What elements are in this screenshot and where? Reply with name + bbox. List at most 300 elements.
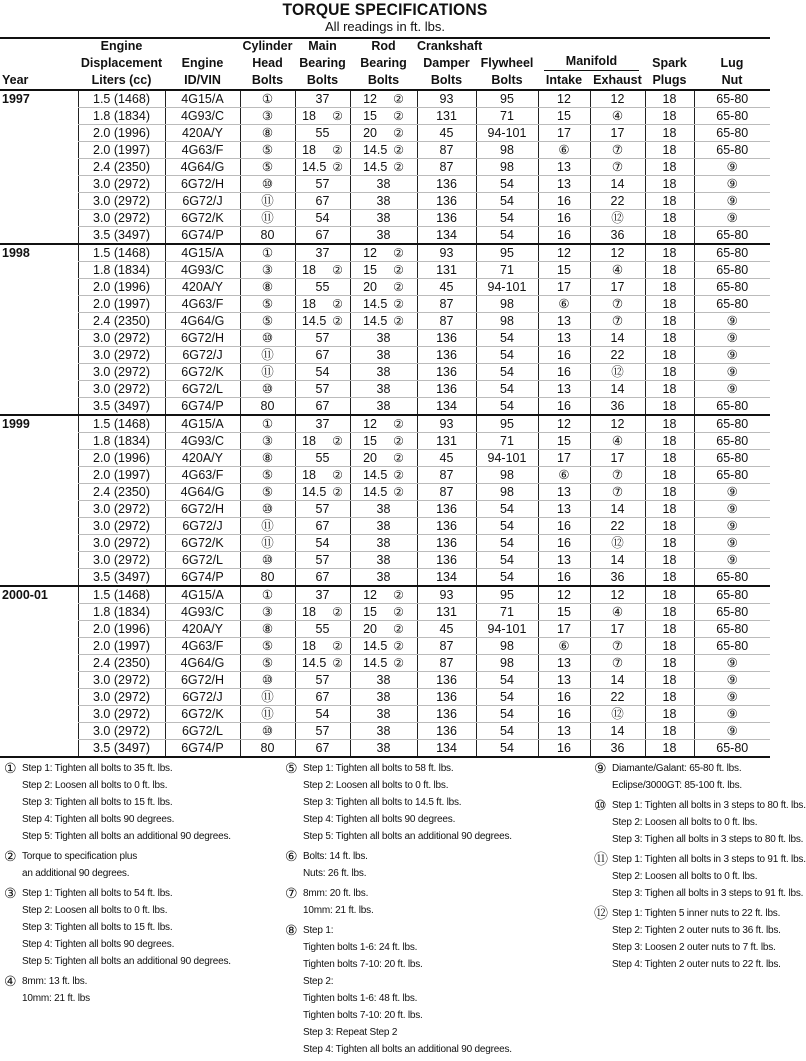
engine-id-cell: 4G15/A <box>165 90 240 108</box>
footnote-line <box>594 760 806 777</box>
exhaust-cell: 17 <box>590 450 645 467</box>
exhaust-cell: 12 <box>590 586 645 604</box>
engine-id-cell: 4G93/C <box>165 262 240 279</box>
engine-id-cell: 6G72/K <box>165 706 240 723</box>
footnote-ref-icon: ② <box>393 297 405 311</box>
footnote-text: Step 2: Loosen all bolts to 0 ft. lbs. <box>303 780 449 791</box>
intake-cell: 17 <box>538 279 590 296</box>
cylinder-head-cell: ⑪ <box>240 364 295 381</box>
cylinder-head-cell: ⑩ <box>240 501 295 518</box>
lug-nut-cell: 65-80 <box>694 244 770 262</box>
engine-id-cell: 6G72/H <box>165 672 240 689</box>
table-row <box>0 433 770 450</box>
rod-bearing-cell: 38 <box>350 740 417 758</box>
value-with-note <box>351 467 417 483</box>
exhaust-cell: 36 <box>590 740 645 758</box>
spark-plugs-cell: 18 <box>645 262 694 279</box>
flywheel-cell: 71 <box>476 262 538 279</box>
footnote-text: Step 3: Tighten all bolts to 15 ft. lbs. <box>22 922 173 933</box>
flywheel-cell: 54 <box>476 723 538 740</box>
footnote-text: Step 1: Tighten all bolts in 3 steps to 91 ft. lbs. <box>612 854 806 865</box>
cylinder-head-cell: ⑩ <box>240 381 295 398</box>
displacement-cell: 3.0 (2972) <box>78 381 165 398</box>
spark-plugs-cell: 18 <box>645 501 694 518</box>
rod-bearing-cell: 38 <box>350 706 417 723</box>
footnote-text: Torque to specification plus <box>22 851 138 862</box>
exhaust-cell: 14 <box>590 176 645 193</box>
table-row <box>0 655 770 672</box>
col-header-cylinder-head <box>240 38 295 90</box>
rod-bearing-cell <box>350 638 417 655</box>
footnote-text: Tighten bolts 1-6: 24 ft. lbs. <box>303 942 418 953</box>
lug-nut-cell: ⑨ <box>694 159 770 176</box>
intake-cell: 16 <box>538 364 590 381</box>
table-row <box>0 552 770 569</box>
main-bearing-cell: 37 <box>295 244 350 262</box>
exhaust-cell: ⑫ <box>590 706 645 723</box>
intake-cell: 12 <box>538 90 590 108</box>
exhaust-cell: 22 <box>590 518 645 535</box>
exhaust-cell: ⑦ <box>590 159 645 176</box>
main-bearing-cell: 57 <box>295 501 350 518</box>
crankshaft-damper-cell: 87 <box>417 638 476 655</box>
spark-plugs-cell: 18 <box>645 552 694 569</box>
exhaust-cell: 22 <box>590 689 645 706</box>
displacement-cell: 1.8 (1834) <box>78 262 165 279</box>
main-bearing-cell <box>295 142 350 159</box>
year-cell: 2000-01 <box>0 586 78 757</box>
lug-nut-cell: 65-80 <box>694 569 770 587</box>
table-header <box>0 38 770 90</box>
engine-id-cell: 4G64/G <box>165 655 240 672</box>
crankshaft-damper-cell: 87 <box>417 467 476 484</box>
cylinder-head-cell: ⑤ <box>240 484 295 501</box>
crankshaft-damper-cell: 87 <box>417 484 476 501</box>
flywheel-cell: 98 <box>476 296 538 313</box>
exhaust-cell: 17 <box>590 279 645 296</box>
col-header-text: Bolts <box>306 73 339 87</box>
footnote-text: Step 3: Tighten all bolts to 14.5 ft. lbs. <box>303 797 462 808</box>
flywheel-cell: 98 <box>476 655 538 672</box>
engine-id-cell: 420A/Y <box>165 450 240 467</box>
cylinder-head-cell: ① <box>240 244 295 262</box>
intake-cell: ⑥ <box>538 296 590 313</box>
spark-plugs-cell: 18 <box>645 484 694 501</box>
exhaust-cell: 14 <box>590 552 645 569</box>
footnote-ref-icon: ② <box>393 280 404 294</box>
col-header-text: Crankshaft <box>417 39 483 53</box>
lug-nut-cell: 65-80 <box>694 108 770 125</box>
flywheel-cell: 54 <box>476 672 538 689</box>
rod-bearing-cell <box>350 244 417 262</box>
crankshaft-damper-cell: 136 <box>417 501 476 518</box>
cylinder-head-cell: ⑩ <box>240 330 295 347</box>
footnote-number-icon: ⑧ <box>285 922 298 938</box>
engine-id-cell: 6G72/K <box>165 535 240 552</box>
spark-plugs-cell: 18 <box>645 638 694 655</box>
rod-bearing-cell <box>350 450 417 467</box>
displacement-cell: 1.5 (1468) <box>78 586 165 604</box>
value-with-note <box>351 655 417 671</box>
engine-id-cell: 6G72/L <box>165 723 240 740</box>
flywheel-cell: 94-101 <box>476 279 538 296</box>
spark-plugs-cell: 18 <box>645 125 694 142</box>
main-bearing-cell: 57 <box>295 552 350 569</box>
footnote-text: Step 5: Tighten all bolts an additional 90 degrees. <box>22 831 231 842</box>
lug-nut-cell: 65-80 <box>694 621 770 638</box>
lug-nut-cell: ⑨ <box>694 723 770 740</box>
footnote-text: Tighten bolts 7-10: 20 ft. lbs. <box>303 1010 423 1021</box>
intake-cell: 17 <box>538 125 590 142</box>
footnote-text: Step 1: Tighten all bolts in 3 steps to 80 ft. lbs. <box>612 800 806 811</box>
flywheel-cell: 54 <box>476 706 538 723</box>
footnote <box>285 760 512 845</box>
crankshaft-damper-cell: 136 <box>417 689 476 706</box>
main-bearing-cell <box>295 638 350 655</box>
displacement-cell: 3.0 (2972) <box>78 535 165 552</box>
displacement-cell: 3.0 (2972) <box>78 364 165 381</box>
col-header-text: Damper <box>423 56 470 70</box>
intake-cell: ⑥ <box>538 467 590 484</box>
value-with-note <box>351 279 417 295</box>
footnote-line <box>4 885 231 902</box>
rod-bearing-cell: 38 <box>350 723 417 740</box>
torque-value: 14.5 <box>362 143 388 157</box>
lug-nut-cell: 65-80 <box>694 604 770 621</box>
spark-plugs-cell: 18 <box>645 433 694 450</box>
engine-id-cell: 420A/Y <box>165 279 240 296</box>
col-header-text: Displacement <box>80 56 163 70</box>
exhaust-cell: ④ <box>590 262 645 279</box>
footnote-text: Nuts: 26 ft. lbs. <box>303 868 367 879</box>
cylinder-head-cell: 80 <box>240 569 295 587</box>
footnote-number-icon: ① <box>4 760 17 776</box>
col-header-text: Bolts <box>251 73 284 87</box>
footnote-ref-icon: ② <box>393 160 405 174</box>
intake-cell: 16 <box>538 518 590 535</box>
displacement-cell: 2.4 (2350) <box>78 484 165 501</box>
col-header-text: Spark <box>652 56 687 70</box>
col-header-text: Bearing <box>299 56 346 70</box>
rod-bearing-cell <box>350 433 417 450</box>
col-header-text: Bolts <box>367 73 400 87</box>
cylinder-head-cell: ⑪ <box>240 193 295 210</box>
rod-bearing-cell: 38 <box>350 330 417 347</box>
exhaust-cell: ⑦ <box>590 296 645 313</box>
main-bearing-cell: 57 <box>295 176 350 193</box>
table-row <box>0 90 770 108</box>
displacement-cell: 3.0 (2972) <box>78 501 165 518</box>
table-row <box>0 381 770 398</box>
value-with-note <box>351 296 417 312</box>
flywheel-cell: 95 <box>476 586 538 604</box>
displacement-cell: 2.0 (1996) <box>78 450 165 467</box>
main-bearing-cell: 67 <box>295 569 350 587</box>
value-with-note <box>351 587 417 603</box>
footnote-number-icon: ⑫ <box>594 905 608 921</box>
main-bearing-cell <box>295 655 350 672</box>
lug-nut-cell: 65-80 <box>694 262 770 279</box>
flywheel-cell: 54 <box>476 398 538 416</box>
main-bearing-cell <box>295 296 350 313</box>
displacement-cell: 2.4 (2350) <box>78 655 165 672</box>
footnote-line <box>285 848 512 865</box>
intake-cell: 13 <box>538 381 590 398</box>
flywheel-cell: 71 <box>476 604 538 621</box>
flywheel-cell: 54 <box>476 552 538 569</box>
displacement-cell: 3.5 (3497) <box>78 227 165 245</box>
table-row <box>0 108 770 125</box>
value-with-note <box>296 142 350 158</box>
spark-plugs-cell: 18 <box>645 159 694 176</box>
footnote-line <box>4 760 231 777</box>
spark-plugs-cell: 18 <box>645 415 694 433</box>
exhaust-cell: 12 <box>590 244 645 262</box>
lug-nut-cell: ⑨ <box>694 330 770 347</box>
exhaust-cell: 22 <box>590 347 645 364</box>
col-header-flywheel <box>476 38 538 90</box>
spark-plugs-cell: 18 <box>645 723 694 740</box>
col-header-text: Liters (cc) <box>91 73 152 87</box>
col-header-displacement <box>78 38 165 90</box>
value-with-note <box>351 416 417 432</box>
footnote-ref-icon: ② <box>332 109 343 123</box>
rod-bearing-cell <box>350 279 417 296</box>
main-bearing-cell: 67 <box>295 347 350 364</box>
torque-value: 14.5 <box>362 297 388 311</box>
footnote-text: Tighten bolts 7-10: 20 ft. lbs. <box>303 959 423 970</box>
footnote <box>4 760 231 845</box>
intake-cell: 15 <box>538 262 590 279</box>
footnote-text: 8mm: 20 ft. lbs. <box>303 888 369 899</box>
rod-bearing-cell <box>350 604 417 621</box>
footnote-number-icon: ⑦ <box>285 885 298 901</box>
table-row <box>0 244 770 262</box>
displacement-cell: 1.8 (1834) <box>78 433 165 450</box>
footnote-ref-icon: ② <box>393 109 404 123</box>
value-with-note <box>351 450 417 466</box>
lug-nut-cell: 65-80 <box>694 415 770 433</box>
torque-spec-table <box>0 38 770 758</box>
year-cell: 1999 <box>0 415 78 586</box>
footnote-text: Step 1: Tighten all bolts to 35 ft. lbs. <box>22 763 173 774</box>
cylinder-head-cell: ⑪ <box>240 210 295 227</box>
crankshaft-damper-cell: 93 <box>417 586 476 604</box>
main-bearing-cell: 54 <box>295 535 350 552</box>
footnote-text: Bolts: 14 ft. lbs. <box>303 851 368 862</box>
cylinder-head-cell: ⑤ <box>240 313 295 330</box>
torque-value: 18 <box>302 605 317 619</box>
engine-id-cell: 6G72/H <box>165 330 240 347</box>
table-row <box>0 159 770 176</box>
footnote <box>594 905 806 973</box>
cylinder-head-cell: ① <box>240 90 295 108</box>
footnote-column <box>594 760 806 976</box>
torque-value: 14.5 <box>301 656 327 670</box>
engine-id-cell: 6G74/P <box>165 398 240 416</box>
lug-nut-cell: 65-80 <box>694 142 770 159</box>
footnote-ref-icon: ② <box>332 434 343 448</box>
cylinder-head-cell: ③ <box>240 108 295 125</box>
spark-plugs-cell: 18 <box>645 330 694 347</box>
year-cell: 1997 <box>0 90 78 244</box>
torque-value: 18 <box>302 434 317 448</box>
torque-value: 18 <box>302 468 317 482</box>
crankshaft-damper-cell: 136 <box>417 706 476 723</box>
intake-cell: 13 <box>538 176 590 193</box>
intake-cell: 17 <box>538 450 590 467</box>
value-with-note <box>296 262 350 278</box>
intake-cell: 13 <box>538 552 590 569</box>
exhaust-cell: ⑦ <box>590 638 645 655</box>
torque-value: 14.5 <box>301 314 327 328</box>
footnote-number-icon: ④ <box>4 973 17 989</box>
footnote <box>4 973 231 1007</box>
table-row <box>0 227 770 245</box>
col-header-text: Cylinder <box>242 39 293 53</box>
footnote-ref-icon: ② <box>332 656 344 670</box>
flywheel-cell: 94-101 <box>476 621 538 638</box>
rod-bearing-cell <box>350 415 417 433</box>
crankshaft-damper-cell: 136 <box>417 330 476 347</box>
torque-value: 14.5 <box>301 160 327 174</box>
displacement-cell: 3.0 (2972) <box>78 193 165 210</box>
rod-bearing-cell <box>350 142 417 159</box>
crankshaft-damper-cell: 136 <box>417 381 476 398</box>
rod-bearing-cell: 38 <box>350 518 417 535</box>
cylinder-head-cell: ⑤ <box>240 142 295 159</box>
crankshaft-damper-cell: 136 <box>417 552 476 569</box>
main-bearing-cell <box>295 108 350 125</box>
lug-nut-cell: 65-80 <box>694 638 770 655</box>
footnote-text: Step 2: Tighten 2 outer nuts to 36 ft. lbs. <box>612 925 781 936</box>
table-row <box>0 672 770 689</box>
table-row <box>0 467 770 484</box>
value-with-note <box>296 467 350 483</box>
col-header-rod-bearing <box>350 38 417 90</box>
intake-cell: ⑥ <box>538 142 590 159</box>
lug-nut-cell: 65-80 <box>694 279 770 296</box>
intake-cell: 16 <box>538 193 590 210</box>
footnote-text: Step 2: Loosen all bolts to 0 ft. lbs. <box>612 817 758 828</box>
footnote <box>285 885 512 919</box>
crankshaft-damper-cell: 136 <box>417 364 476 381</box>
lug-nut-cell: ⑨ <box>694 706 770 723</box>
spark-plugs-cell: 18 <box>645 604 694 621</box>
rod-bearing-cell <box>350 621 417 638</box>
crankshaft-damper-cell: 136 <box>417 210 476 227</box>
cylinder-head-cell: ⑪ <box>240 347 295 364</box>
col-header-intake: Intake <box>545 73 583 87</box>
displacement-cell: 2.4 (2350) <box>78 313 165 330</box>
footnote-ref-icon: ② <box>393 605 404 619</box>
exhaust-cell: ⑦ <box>590 484 645 501</box>
engine-id-cell: 6G74/P <box>165 227 240 245</box>
flywheel-cell: 94-101 <box>476 125 538 142</box>
exhaust-cell: ④ <box>590 604 645 621</box>
intake-cell: 17 <box>538 621 590 638</box>
lug-nut-cell: ⑨ <box>694 552 770 569</box>
table-row <box>0 193 770 210</box>
footnote-text: Step 4: Tighten all bolts 90 degrees. <box>22 939 175 950</box>
main-bearing-cell: 57 <box>295 330 350 347</box>
intake-cell: 13 <box>538 672 590 689</box>
crankshaft-damper-cell: 136 <box>417 672 476 689</box>
crankshaft-damper-cell: 136 <box>417 518 476 535</box>
main-bearing-cell <box>295 604 350 621</box>
crankshaft-damper-cell: 136 <box>417 176 476 193</box>
crankshaft-damper-cell: 87 <box>417 313 476 330</box>
exhaust-cell: ⑫ <box>590 535 645 552</box>
cylinder-head-cell: ⑩ <box>240 176 295 193</box>
footnote-text: Step 1: Tighten all bolts to 58 ft. lbs. <box>303 763 454 774</box>
table-row <box>0 569 770 587</box>
table-row <box>0 501 770 518</box>
flywheel-cell: 54 <box>476 740 538 758</box>
table-row <box>0 347 770 364</box>
flywheel-cell: 98 <box>476 467 538 484</box>
lug-nut-cell: 65-80 <box>694 586 770 604</box>
footnote-column <box>4 760 231 1010</box>
rod-bearing-cell: 38 <box>350 364 417 381</box>
value-with-note <box>296 108 350 124</box>
exhaust-cell: 14 <box>590 381 645 398</box>
footnote-line <box>594 905 806 922</box>
flywheel-cell: 54 <box>476 501 538 518</box>
lug-nut-cell: ⑨ <box>694 518 770 535</box>
rod-bearing-cell: 38 <box>350 552 417 569</box>
exhaust-cell: 22 <box>590 193 645 210</box>
footnote-ref-icon: ② <box>393 485 405 499</box>
torque-value: 12 <box>363 588 378 602</box>
flywheel-cell: 71 <box>476 108 538 125</box>
footnote-ref-icon: ② <box>393 92 404 106</box>
engine-id-cell: 6G72/J <box>165 518 240 535</box>
table-body <box>0 90 770 757</box>
spark-plugs-cell: 18 <box>645 227 694 245</box>
footnote-text: Step 2: Loosen all bolts to 0 ft. lbs. <box>612 871 758 882</box>
rod-bearing-cell: 38 <box>350 210 417 227</box>
col-header-text: Nut <box>721 73 743 87</box>
crankshaft-damper-cell: 93 <box>417 415 476 433</box>
intake-cell: 15 <box>538 433 590 450</box>
lug-nut-cell: ⑨ <box>694 210 770 227</box>
crankshaft-damper-cell: 45 <box>417 125 476 142</box>
table-row <box>0 484 770 501</box>
torque-value: 14.5 <box>362 656 388 670</box>
displacement-cell: 3.0 (2972) <box>78 176 165 193</box>
col-header-text: Bolts <box>430 73 463 87</box>
spark-plugs-cell: 18 <box>645 193 694 210</box>
torque-value: 14.5 <box>362 160 388 174</box>
flywheel-cell: 95 <box>476 415 538 433</box>
exhaust-cell: 36 <box>590 398 645 416</box>
table-row <box>0 313 770 330</box>
col-header-text: Rod <box>371 39 396 53</box>
col-header-text: Flywheel <box>480 56 534 70</box>
main-bearing-cell: 54 <box>295 364 350 381</box>
exhaust-cell: 14 <box>590 330 645 347</box>
footnote-column <box>285 760 512 1061</box>
exhaust-cell: 12 <box>590 415 645 433</box>
col-header-main-bearing <box>295 38 350 90</box>
torque-value: 12 <box>363 92 378 106</box>
displacement-cell: 1.8 (1834) <box>78 604 165 621</box>
footnote-ref-icon: ② <box>393 246 404 260</box>
year-cell: 1998 <box>0 244 78 415</box>
engine-id-cell: 6G72/L <box>165 552 240 569</box>
rod-bearing-cell <box>350 108 417 125</box>
